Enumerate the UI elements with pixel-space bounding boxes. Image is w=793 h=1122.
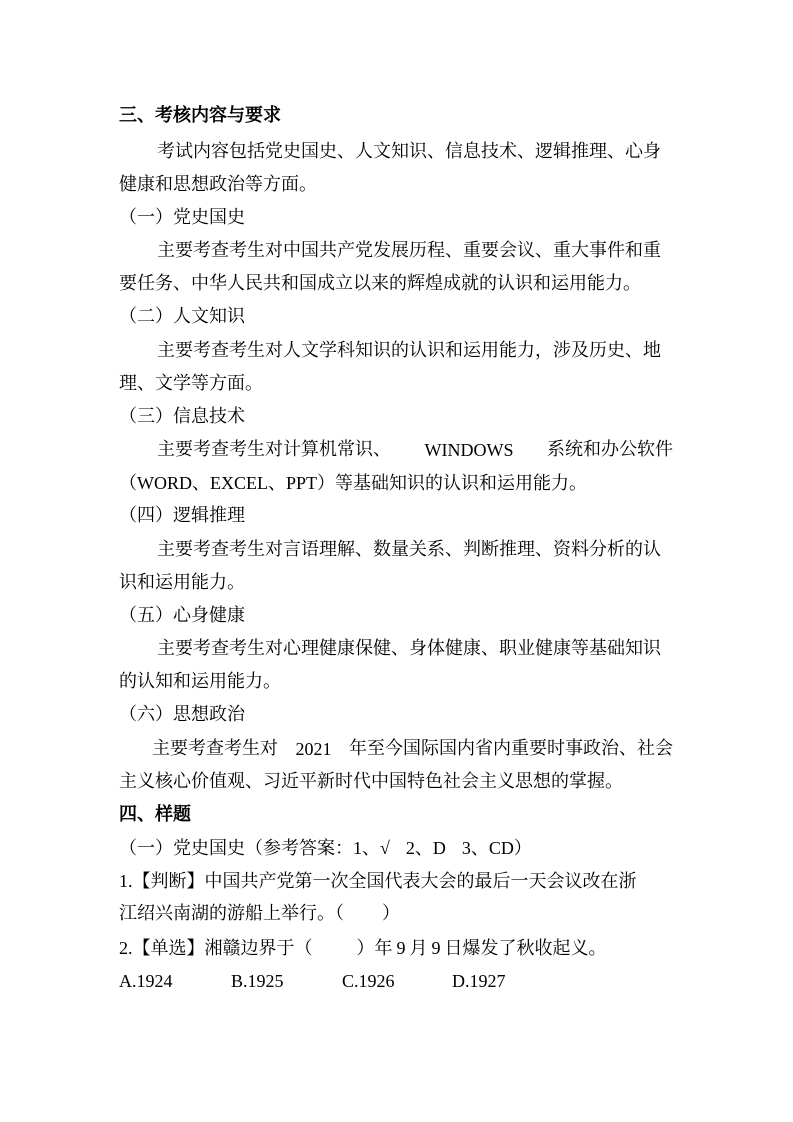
paragraph-line: 识和运用能力。	[119, 572, 245, 593]
subsection-title	[119, 836, 532, 861]
subsection-title: （五）心身健康	[119, 605, 245, 626]
option-a: A.1924	[119, 971, 173, 991]
paragraph-line: 的认知和运用能力。	[119, 671, 281, 692]
paragraph-line: 要任务、中华人民共和国成立以来的辉煌成就的认识和运用能力。	[119, 273, 641, 294]
paragraph-line: 主要考查考生对中国共产党发展历程、重要会议、重大事件和重	[157, 240, 661, 261]
paragraph-line: 考试内容包括党史国史、人文知识、信息技术、逻辑推理、心身	[157, 141, 661, 162]
subsection-title: （三）信息技术	[119, 406, 245, 427]
subsection-title: （二）人文知识	[119, 306, 245, 327]
text-run: 2021	[295, 739, 332, 759]
section-heading: 四、样题	[119, 804, 191, 825]
text-run: WINDOWS	[424, 440, 514, 460]
text-run: 月	[409, 938, 428, 959]
text-run: （一）党史国史（参考答案：	[119, 838, 353, 859]
text-run: WORD、EXCEL、PPT	[137, 473, 317, 493]
text-run: ）	[382, 903, 400, 924]
text-run: 主要考查考生对计算机常识、	[157, 439, 391, 460]
subsection-title: （四）逻辑推理	[119, 505, 245, 526]
option-c: C.1926	[342, 971, 395, 991]
text-run: ）等基础知识的认识和运用能力。	[317, 473, 587, 494]
text-run: 江绍兴南湖的游船上举行。（	[119, 903, 344, 924]
options-row	[0, 969, 793, 993]
text-run: 9	[431, 938, 441, 958]
text-run: 【单选】湘赣边界于（	[132, 938, 313, 959]
question-number: 1.	[119, 871, 133, 891]
answer-2: 2、D	[405, 838, 446, 858]
paragraph-line: 主要考查考生对心理健康保健、身体健康、职业健康等基础知识	[157, 638, 661, 659]
question-line	[119, 902, 400, 926]
question-line	[119, 869, 637, 894]
paragraph-line	[157, 438, 673, 462]
paragraph-line: 理、文学等方面。	[119, 373, 263, 394]
question-number: 2.	[119, 938, 133, 958]
question-line	[119, 936, 607, 961]
text-run: 9	[396, 938, 406, 958]
text-run: 主要考查考生对	[152, 738, 278, 759]
text-run: （	[119, 473, 137, 494]
text-run: 年至今国际国内省内重要时事政治、社会	[349, 738, 673, 759]
text-run: ）年	[356, 938, 393, 959]
paragraph-line	[119, 471, 587, 496]
subsection-title: （一）党史国史	[119, 207, 245, 228]
paragraph-line: 主要考查考生对人文学科知识的认识和运用能力，涉及历史、地	[157, 340, 661, 361]
text-run: 日爆发了秋收起义。	[444, 938, 607, 959]
subsection-title: （六）思想政治	[119, 704, 245, 725]
text-run: 【判断】中国共产党第一次全国代表大会的最后一天会议改在浙	[132, 871, 637, 892]
answer-3: 3、CD）	[461, 838, 532, 858]
paragraph-line: 主要考查考生对言语理解、数量关系、判断推理、资料分析的认	[157, 539, 661, 560]
text-run: 系统和办公软件	[546, 439, 673, 460]
paragraph-line: 主义核心价值观、习近平新时代中国特色社会主义思想的掌握。	[119, 771, 623, 792]
option-d: D.1927	[452, 971, 506, 991]
answer-1: 1、√	[353, 838, 390, 858]
paragraph-line	[152, 737, 673, 761]
option-b: B.1925	[231, 971, 284, 991]
section-heading: 三、考核内容与要求	[119, 105, 281, 126]
paragraph-line: 健康和思想政治等方面。	[119, 174, 317, 195]
